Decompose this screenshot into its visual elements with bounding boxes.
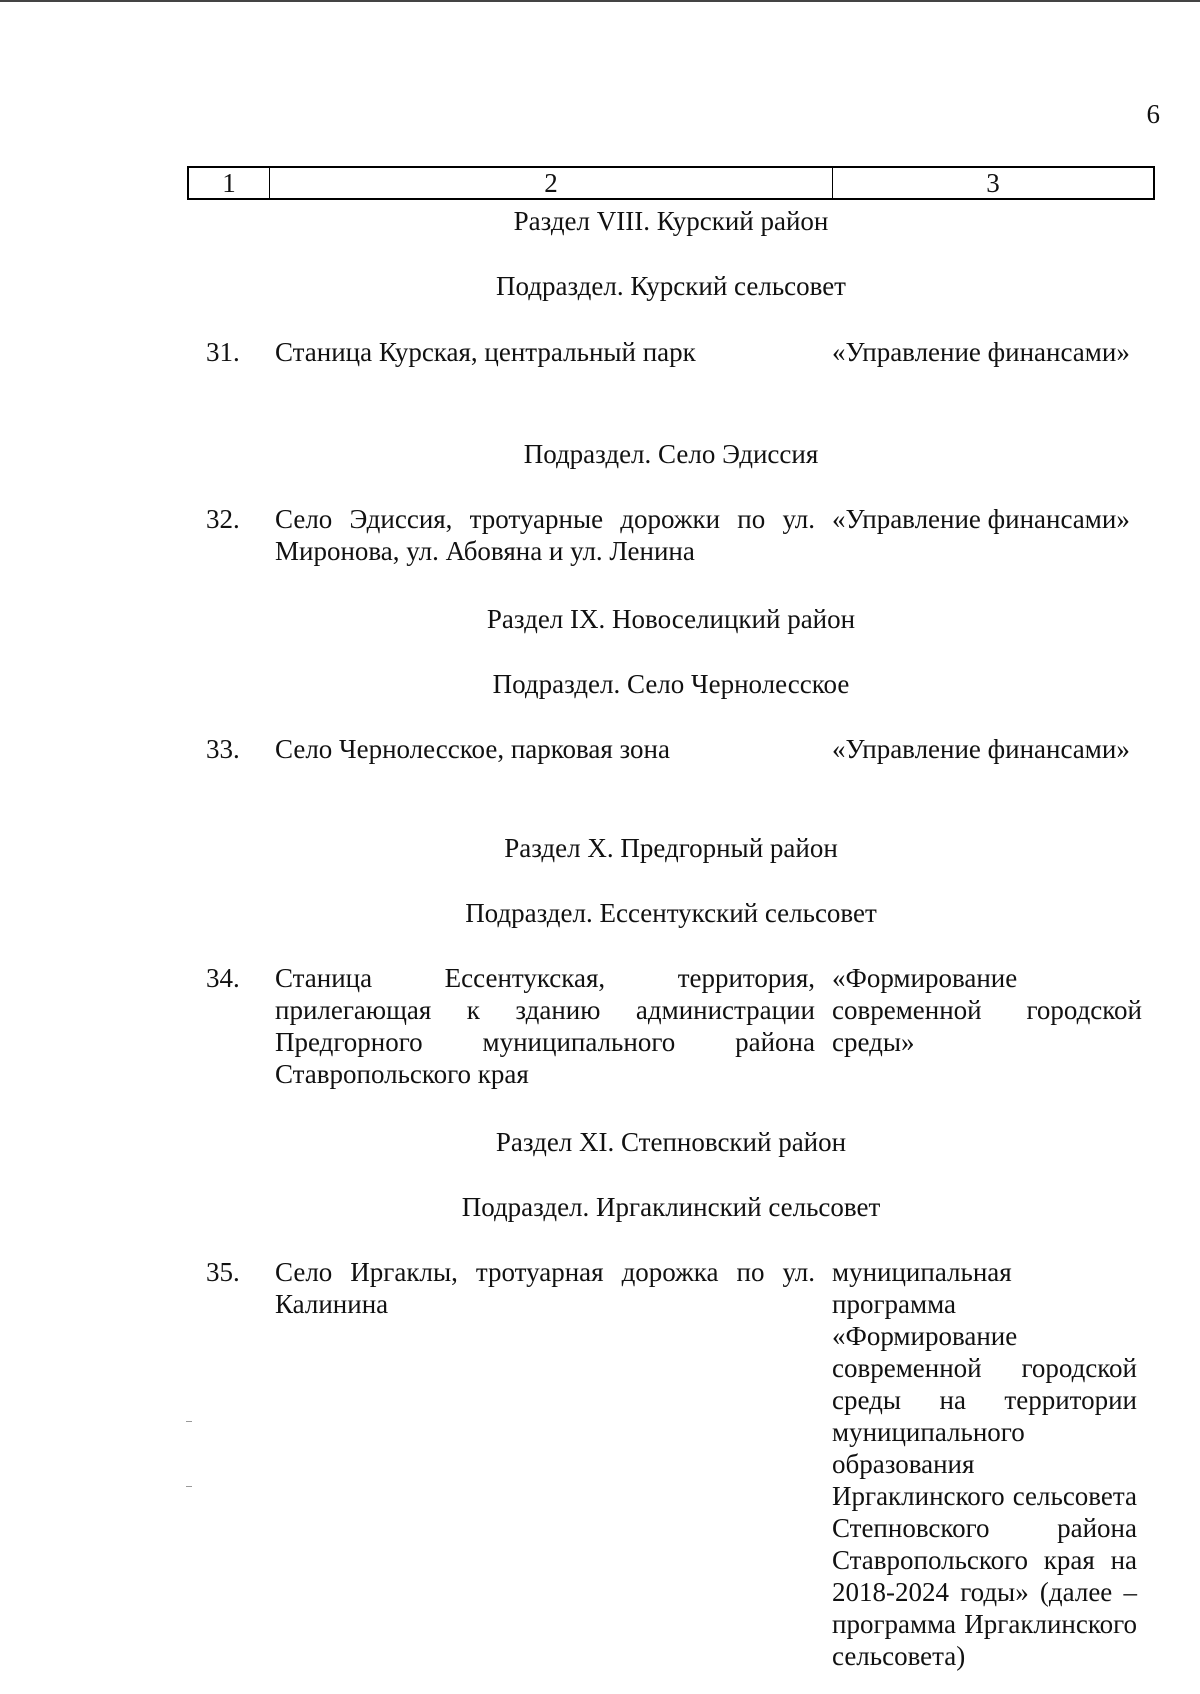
- subsection-heading: Подраздел. Ессентукский сельсовет: [465, 898, 877, 928]
- section-heading: Раздел VIII. Курский район: [513, 206, 829, 236]
- row-number: 31.: [206, 337, 240, 367]
- row-number: 32.: [206, 504, 240, 534]
- scan-mark: [186, 1486, 192, 1487]
- subsection-heading: Подраздел. Курский сельсовет: [496, 271, 846, 301]
- row-place: Станица Ессентукская, территория, прилегающая к зданию администрации Предгорного муниципального района Ставропольского края: [275, 963, 815, 1089]
- scan-mark: [186, 1421, 192, 1422]
- table-header-row: [187, 166, 1155, 200]
- header-col-1: 1: [222, 168, 236, 198]
- section-heading: Раздел X. Предгорный район: [504, 833, 838, 863]
- header-col-3: 3: [986, 168, 1000, 198]
- section-heading: Раздел XI. Степновский район: [495, 1127, 847, 1157]
- row-number: 35.: [206, 1257, 240, 1287]
- row-place: Станица Курская, центральный парк: [275, 337, 696, 367]
- row-program: муниципальная программа «Формирование современной городской среды на территории муниципального образования Иргаклинского сельсовета Степновского района Ставропольского края на 2018-2024 годы» (далее – программа Иргаклинского сельсовета): [832, 1257, 1137, 1671]
- header-col-2: 2: [544, 168, 558, 198]
- row-place: Село Чернолесское, парковая зона: [275, 734, 670, 764]
- subsection-heading: Подраздел. Село Эдиссия: [523, 439, 819, 469]
- row-place: Село Иргаклы, тротуарная дорожка по ул. Калинина: [275, 1257, 815, 1319]
- section-heading: Раздел IX. Новоселицкий район: [486, 604, 856, 634]
- row-program: «Управление финансами»: [832, 504, 1130, 534]
- row-program: «Управление финансами»: [832, 734, 1130, 764]
- row-program: «Управление финансами»: [832, 337, 1130, 367]
- subsection-heading: Подраздел. Село Чернолесское: [492, 669, 850, 699]
- subsection-heading: Подраздел. Иргаклинский сельсовет: [461, 1192, 881, 1222]
- top-rule: [0, 0, 1200, 2]
- row-number: 34.: [206, 963, 240, 993]
- row-number: 33.: [206, 734, 240, 764]
- page-number: 6: [1146, 99, 1160, 129]
- row-program: «Формирование современной городской среды»: [832, 963, 1142, 1057]
- row-place: Село Эдиссия, тротуарные дорожки по ул. Миронова, ул. Абовяна и ул. Ленина: [275, 504, 815, 566]
